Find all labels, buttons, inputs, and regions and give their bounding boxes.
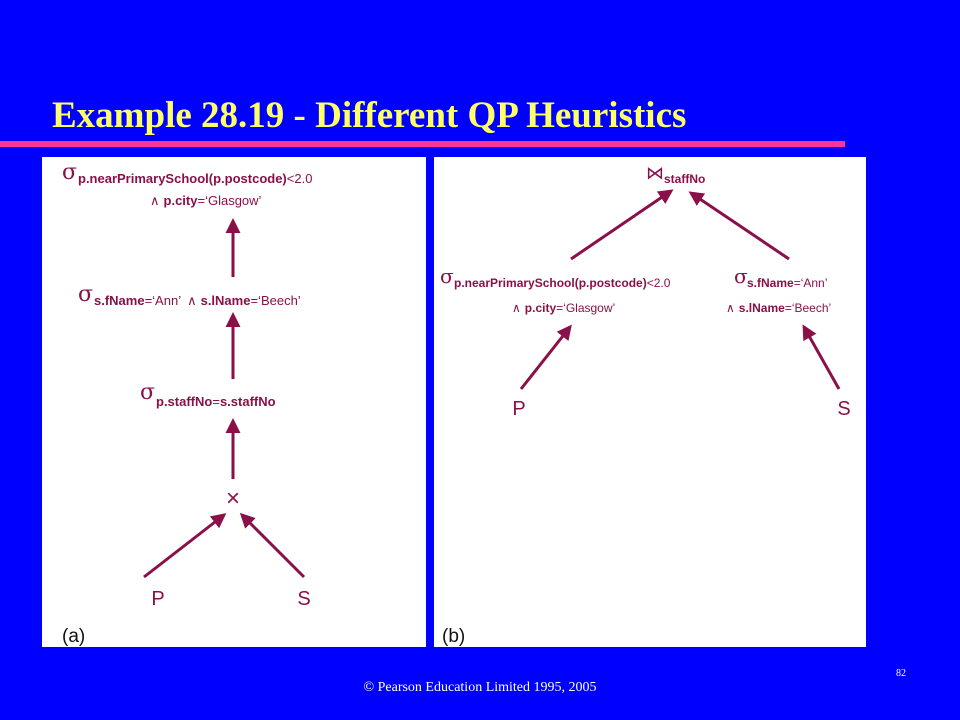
tree-b-diagram: [434, 157, 866, 647]
sigma-icon: σ: [78, 282, 94, 307]
title-underline: [0, 141, 845, 147]
arrow-a4: [144, 515, 224, 577]
tree-a-sel3-line: p.staffNo=s.staffNo: [156, 394, 276, 409]
tree-b-sel-left-line2: ∧ p.city=‘Glasgow’: [512, 301, 616, 315]
arrow-b2: [691, 193, 789, 259]
arrow-b3: [521, 327, 570, 389]
arrow-b1: [571, 191, 671, 259]
tree-b-sel-right-line1: s.fName=‘Ann’: [747, 276, 828, 290]
sigma-icon: σ: [734, 264, 748, 288]
tree-a-diagram: [42, 157, 426, 647]
sigma-icon: σ: [440, 264, 454, 288]
arrow-a5: [242, 515, 304, 577]
tree-a-sel1-line1: p.nearPrimarySchool(p.postcode)<2.0: [78, 171, 313, 186]
copyright-footer: © Pearson Education Limited 1995, 2005: [363, 680, 597, 695]
tree-b-caption: (b): [442, 626, 466, 647]
tree-b-leaf-s: S: [837, 398, 851, 420]
tree-a-leaf-p: P: [151, 588, 165, 610]
arrow-b4: [804, 327, 839, 389]
tree-b-sel-left-line1: p.nearPrimarySchool(p.postcode)<2.0: [454, 276, 671, 290]
tree-a-sel2-line: s.fName=‘Ann’ ∧ s.lName=‘Beech’: [94, 293, 301, 308]
tree-b-panel: [434, 157, 866, 647]
join-icon: ⋈: [646, 163, 664, 183]
slide-title: Example 28.19 - Different QP Heuristics: [52, 95, 687, 136]
tree-a-sel1-line2: ∧ p.city=‘Glasgow’: [150, 193, 262, 208]
page-number: 82: [896, 668, 906, 679]
sigma-icon: σ: [62, 160, 78, 185]
tree-a-leaf-s: S: [297, 588, 311, 610]
tree-b-sel-right-line2: ∧ s.lName=‘Beech’: [726, 301, 832, 315]
tree-a-caption: (a): [62, 626, 86, 647]
sigma-icon: σ: [140, 380, 156, 405]
tree-b-join-label: staffNo: [664, 172, 706, 186]
tree-a-panel: [42, 157, 426, 647]
cartesian-product-icon: ×: [225, 485, 241, 512]
tree-b-leaf-p: P: [512, 398, 526, 420]
